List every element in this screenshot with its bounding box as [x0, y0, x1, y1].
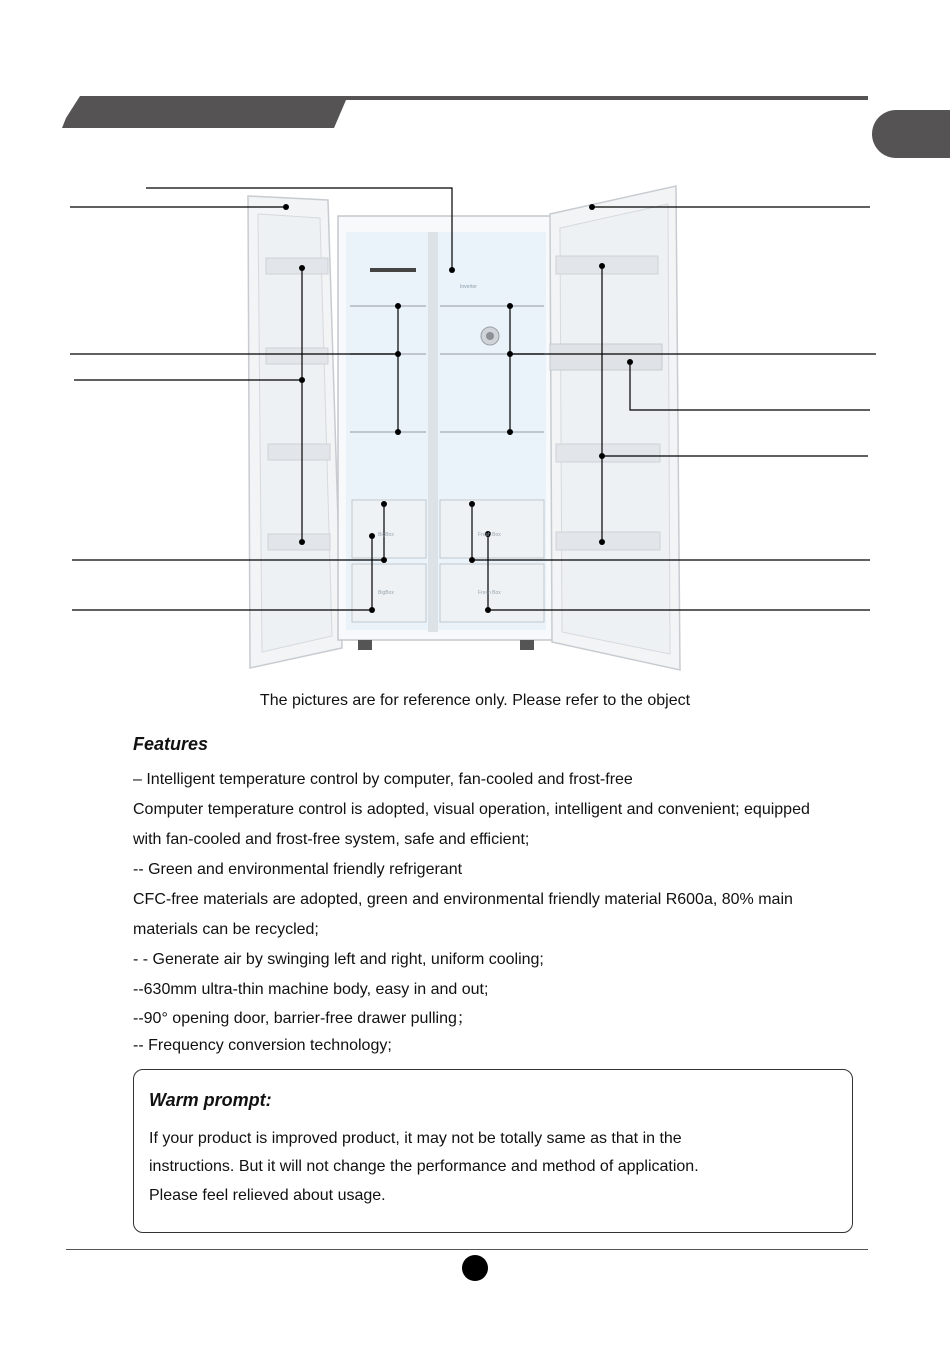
feature-line: materials can be recycled;	[133, 921, 319, 938]
warm-prompt-box	[133, 1069, 853, 1233]
cabinet	[338, 216, 554, 650]
warm-prompt-line: If your product is improved product, it may not be totally same as that in the	[149, 1130, 682, 1147]
feature-line: – Intelligent temperature control by computer, fan-cooled and frost-free	[133, 771, 633, 788]
warm-prompt-line: Please feel relieved about usage.	[149, 1187, 386, 1204]
footer-rule	[66, 1249, 868, 1250]
diagram-caption: The pictures are for reference only. Please refer to the object	[259, 692, 691, 709]
feature-line: -- Green and environmental friendly refrigerant	[133, 861, 463, 878]
display-label: Inverter	[460, 284, 477, 290]
left-door	[248, 196, 342, 668]
feature-line: - - Generate air by swinging left and right, uniform cooling;	[133, 951, 544, 968]
refrigerator-diagram	[0, 160, 950, 680]
section-header-tab	[62, 96, 872, 130]
feature-line: -- Frequency conversion technology;	[133, 1037, 392, 1054]
chapter-side-tab	[872, 110, 950, 158]
right-door	[550, 186, 680, 670]
feature-line: CFC-free materials are adopted, green and environmental friendly material R600a, 80% main	[133, 891, 793, 908]
drawer-label: BigBox	[378, 532, 394, 538]
feature-line: Computer temperature control is adopted, visual operation, intelligent and convenient; equipped	[133, 801, 810, 818]
page-number-dot	[462, 1255, 488, 1281]
warm-prompt-line: instructions. But it will not change the performance and method of application.	[149, 1158, 699, 1175]
drawer-label: BigBox	[378, 590, 394, 596]
feature-line: --90° opening door, barrier-free drawer pulling；	[133, 1010, 473, 1027]
features-heading: Features	[133, 734, 209, 754]
drawer-label: Fresh Box	[478, 532, 501, 538]
feature-line: --630mm ultra-thin machine body, easy in and out;	[133, 981, 489, 998]
warm-prompt-title: Warm prompt:	[149, 1090, 272, 1110]
drawer-label: Fresh Box	[478, 590, 501, 596]
feature-line: with fan-cooled and frost-free system, safe and efficient;	[133, 831, 530, 848]
